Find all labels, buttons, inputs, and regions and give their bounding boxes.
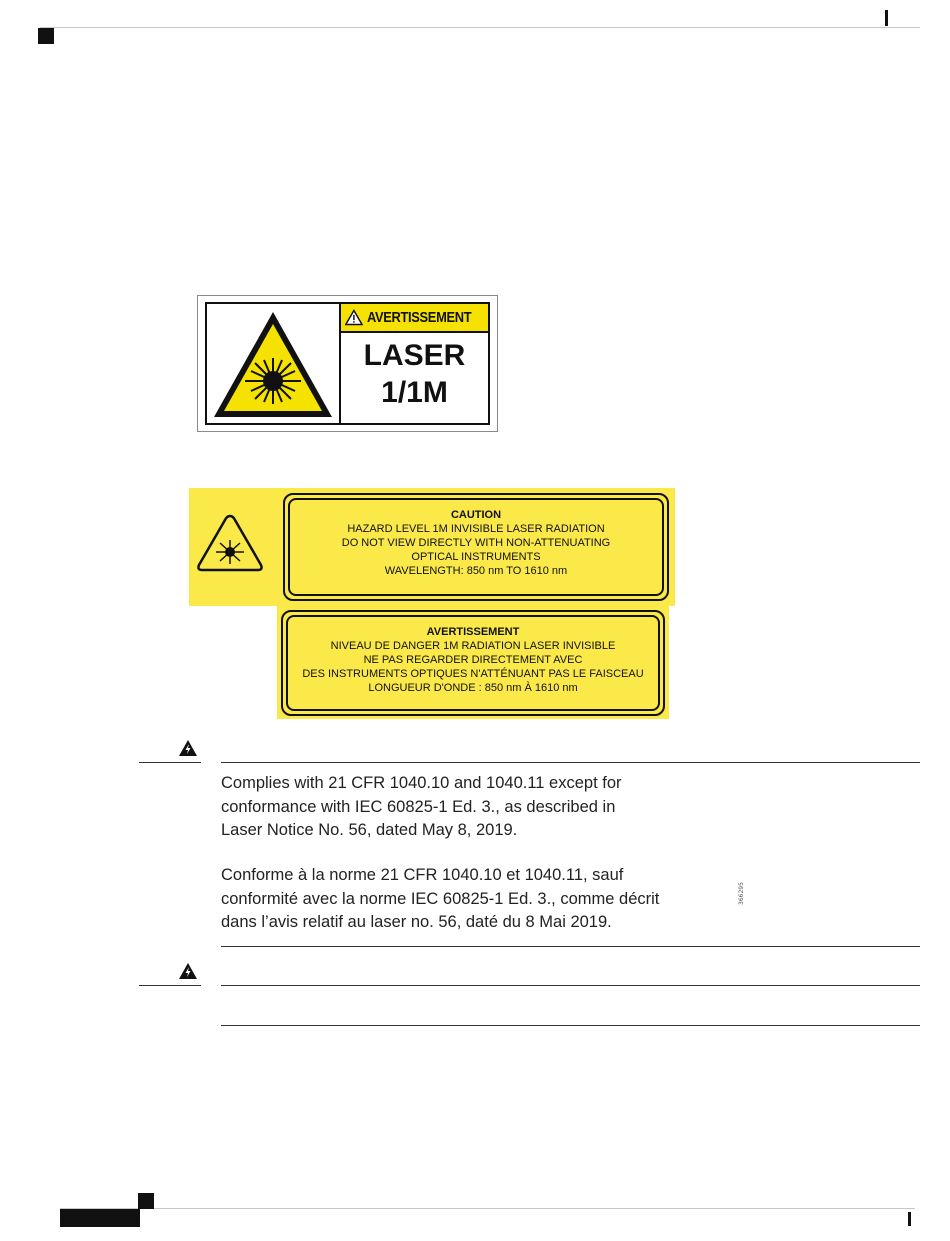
header-marker [38,28,54,44]
laser-class-label [197,295,498,432]
caution-line: WAVELENGTH: 850 nm TO 1610 nm [384,565,568,577]
warning-icon [178,739,198,757]
caution-line: DO NOT VIEW DIRECTLY WITH NON-ATTENUATING [341,537,611,549]
figure-number: 366295 [738,882,745,905]
caution-frame [283,493,669,601]
avertissement-banner [341,304,488,333]
caution-line: HAZARD LEVEL 1M INVISIBLE LASER RADIATION [347,523,605,535]
avertissement-label: AVERTISSEMENT [366,309,472,326]
warning-rule-short [139,985,201,986]
laser-hazard-panel [207,304,341,423]
laser-class-text-panel [341,304,488,423]
warning-rule-end [221,946,920,947]
warning-rule [221,985,920,986]
compliance-text-french: Conforme à la norme 21 CFR 1040.10 et 1040.11, sauf conformité avec la norme IEC 60825-1 Ed. 3., comme décrit dans l’avis relatif au laser no. 56, daté du 8 Mai 2019. [221,866,660,931]
caution-text-box [288,498,664,596]
laser-hazard-icon [207,304,339,423]
warning-icon [345,307,363,328]
caution-heading: CAUTION [450,509,502,521]
laser-word: LASER [363,339,466,372]
avertissement-text-box [286,615,660,711]
caution-label-english [189,488,675,606]
warning-rule-short [139,762,201,763]
avertissement-line: DES INSTRUMENTS OPTIQUES N'ATTÉNUANT PAS LE FAISCEAU [302,668,644,680]
avertissement-line: LONGUEUR D'ONDE : 850 nm À 1610 nm [368,682,578,694]
compliance-text-english: Complies with 21 CFR 1040.10 and 1040.11 except for conformance with IEC 60825-1 Ed. 3., as described in Laser Notice No. 56, dated May 8, 2019. [221,774,622,839]
warning-rule [221,762,920,763]
caution-line: OPTICAL INSTRUMENTS [411,551,541,563]
laser-class: 1/1M [381,376,448,409]
header-tick [885,10,888,26]
warning-icon [178,962,198,980]
header-rule [40,27,920,28]
avertissement-frame [281,610,665,716]
footer-marker [138,1193,154,1209]
avertissement-heading: AVERTISSEMENT [426,626,520,638]
warning-rule-end [221,1025,920,1026]
footer-tick [908,1212,911,1226]
avertissement-line: NE PAS REGARDER DIRECTEMENT AVEC [363,654,583,666]
avertissement-line: NIVEAU DE DANGER 1M RADIATION LASER INVISIBLE [330,640,616,652]
footer-page-tab [60,1209,140,1227]
laser-class-label-frame [205,302,490,425]
caution-label-french [277,606,669,719]
footer-rule [60,1208,915,1209]
laser-hazard-icon [195,512,265,574]
